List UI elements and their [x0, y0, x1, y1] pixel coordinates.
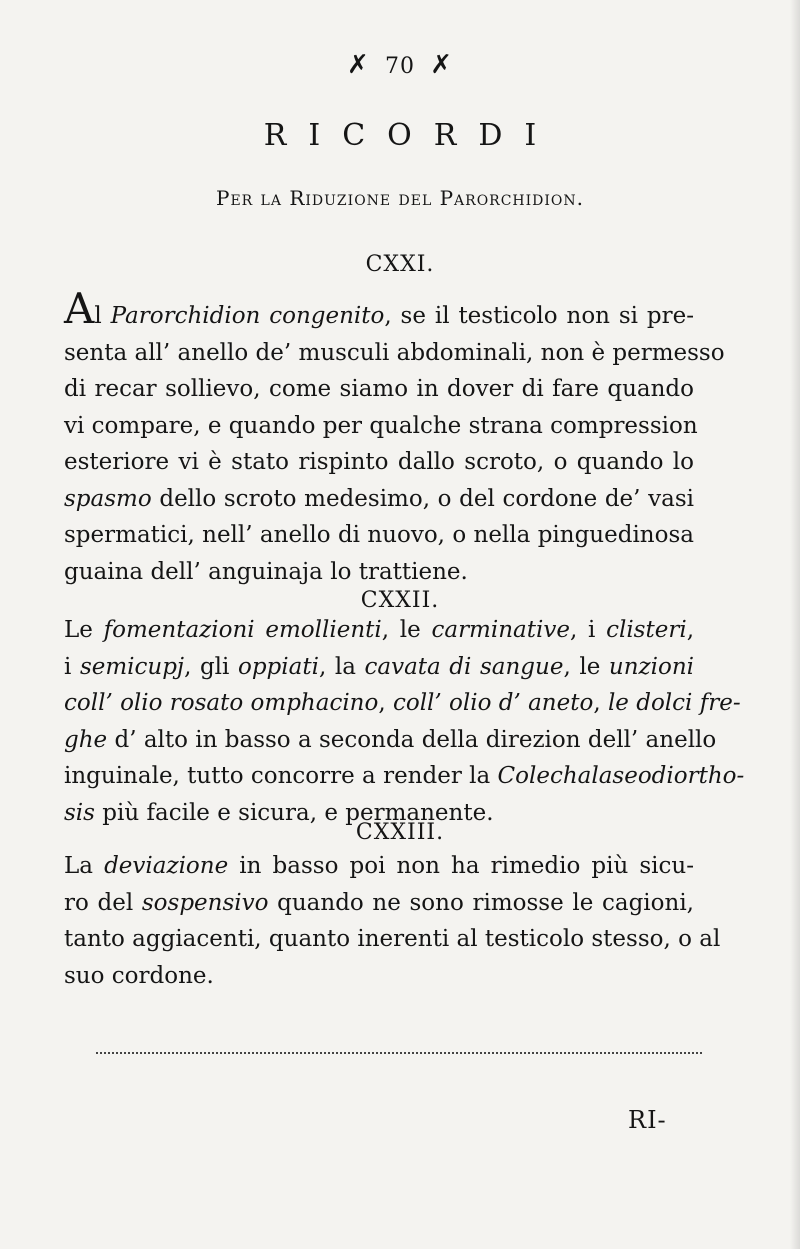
- text-run: , le: [563, 653, 609, 680]
- italic-run: ghe: [64, 726, 108, 753]
- text-run: , i: [569, 617, 607, 643]
- text-line: [64, 649, 694, 686]
- text-run: in basso poi non ha rimedio più sicu-: [228, 853, 695, 879]
- text-run: , gli: [184, 653, 238, 680]
- text-run: La: [64, 853, 105, 879]
- text-run: tanto aggiacenti, quanto inerenti al testicolo stesso, o al: [64, 926, 721, 952]
- italic-run: cavata di sangue: [364, 653, 564, 680]
- text-line: [64, 444, 694, 481]
- text-run: ro del: [64, 889, 142, 916]
- text-line: [64, 371, 694, 408]
- text-run: , se il testicolo non si pre-: [384, 303, 694, 329]
- text-line: [64, 685, 741, 722]
- italic-run: coll’ olio d’ aneto: [392, 690, 594, 716]
- text-line: [64, 958, 694, 995]
- section-number: CXXI.: [365, 252, 435, 277]
- page-number: 70: [385, 54, 415, 79]
- text-run: ,: [378, 690, 393, 716]
- italic-run: le dolci fre-: [607, 690, 741, 716]
- italic-run: Colechalaseodiortho-: [497, 763, 745, 789]
- text-run: vi compare, e quando per qualche strana compression: [64, 412, 698, 439]
- text-line: [64, 921, 721, 958]
- text-run: , la: [318, 653, 365, 680]
- text-run: più facile e sicura, e permanente.: [94, 799, 494, 826]
- section-number: CXXIII.: [355, 820, 445, 845]
- ornament-right-icon: ✗: [430, 50, 454, 80]
- italic-run: coll’ olio rosato omphacino: [64, 690, 379, 716]
- text-run: senta all’ anello de’ musculi abdominali, non è permesso: [64, 339, 725, 366]
- italic-run: spasmo: [64, 485, 152, 512]
- text-run: , le: [381, 617, 432, 643]
- ornament-left-icon: ✗: [346, 50, 370, 80]
- italic-run: unzioni: [608, 653, 695, 680]
- text-run: ,: [593, 690, 608, 716]
- text-line: [64, 517, 694, 554]
- italic-run: carminative: [431, 617, 570, 643]
- section-number: CXXII.: [360, 588, 440, 613]
- section-paragraph: [64, 612, 745, 831]
- text-line: [64, 481, 694, 518]
- italic-run: clisteri: [606, 617, 687, 643]
- text-run: di recar sollievo, come siamo in dover di fare quando: [64, 376, 694, 402]
- text-line: [64, 612, 694, 649]
- chapter-title: RICORDI: [263, 118, 559, 153]
- text-run: Le: [64, 617, 104, 643]
- italic-run: deviazione: [104, 853, 229, 879]
- text-line: [64, 554, 694, 591]
- text-line: [64, 848, 694, 885]
- catchword: RI-: [628, 1106, 667, 1134]
- text-run: guaina dell’ anguinaja lo trattiene.: [64, 558, 468, 585]
- text-run: dello scroto medesimo, o del cordone de’ vasi: [151, 485, 694, 512]
- text-run: esteriore vi è stato rispinto dallo scroto, o quando lo: [64, 449, 694, 475]
- text-line: [64, 284, 694, 335]
- section-paragraph: [64, 284, 725, 590]
- section-paragraph: [64, 848, 721, 994]
- italic-run: Parorchidion congenito: [110, 303, 385, 329]
- text-run: inguinale, tutto concorre a render la: [64, 763, 498, 789]
- chapter-subtitle: Per la Riduzione del Parorchidion.: [215, 186, 585, 210]
- italic-run: fomentazioni emollienti: [103, 617, 382, 643]
- text-line: [64, 408, 698, 445]
- text-run: quando ne sono rimosse le cagioni,: [268, 889, 694, 916]
- text-run: suo cordone.: [64, 962, 214, 989]
- page-rule: [96, 1052, 702, 1054]
- text-line: [64, 722, 717, 759]
- text-run: A: [64, 284, 95, 333]
- italic-run: semicupj: [79, 653, 185, 680]
- italic-run: sospensivo: [141, 889, 269, 916]
- text-line: [64, 335, 725, 372]
- text-run: i: [64, 653, 80, 680]
- text-run: d’ alto in basso a seconda della direzion dell’ anello: [107, 726, 717, 753]
- italic-run: sis: [64, 799, 95, 826]
- text-run: ,: [686, 617, 694, 643]
- running-head: [0, 50, 800, 80]
- text-run: spermatici, nell’ anello di nuovo, o nella pinguedinosa: [64, 522, 694, 548]
- text-run: l: [94, 303, 111, 329]
- text-line: [64, 758, 745, 795]
- text-line: [64, 885, 694, 922]
- italic-run: oppiati: [237, 653, 319, 680]
